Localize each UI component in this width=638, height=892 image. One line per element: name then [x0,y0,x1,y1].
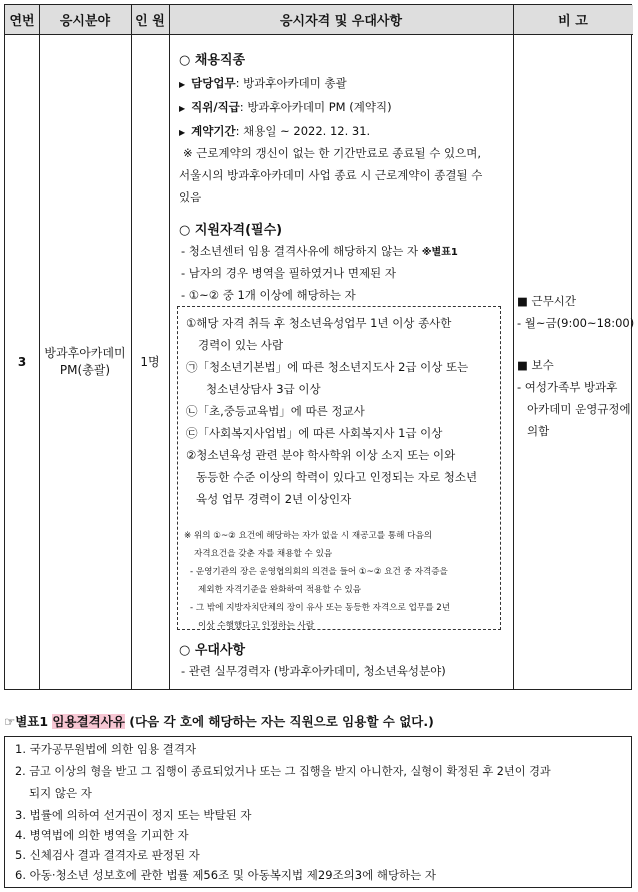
detail-note: 이상 수행했다고 인정하는 사람 [198,621,315,631]
header-number: 연번 [5,5,39,35]
detail-line: ㉢「사회복지사업법」에 따른 사회복지사 1급 이상 [186,426,443,440]
qualification-item-text: - 청소년센터 임용 결격사유에 해당하지 않는 자 [181,244,419,258]
header-field: 응시분야 [39,5,131,35]
duty-value: : 방과후아카데미 총괄 [235,76,347,90]
header-count: 인 원 [131,5,169,35]
detail-line: ②청소년육성 관련 분야 학사학위 이상 소지 또는 이와 [186,448,456,462]
row-count-value: 1명 [140,354,160,369]
list-item: 6. 아동·청소년 성보호에 관한 법률 제56조 및 아동복지법 제29조의3에 해당하는 자 [15,868,437,882]
triangle-bullet-icon: ▶ [179,80,186,89]
disqualification-list [4,736,632,888]
detail-line: ㉡「초,중등교육법」에 따른 정교사 [186,404,365,418]
period-line [179,123,370,139]
position-value: : 방과후아카데미 PM (계약직) [239,100,392,114]
recruit-title: ○ 채용직종 [179,53,246,68]
appendix-highlight: 임용결격사유 [52,714,125,729]
appendix-title [4,712,434,730]
list-item: 5. 신체검사 결과 결격자로 판정된 자 [15,848,200,862]
list-item: 2. 금고 이상의 형을 받고 그 집행이 종료되었거나 또는 그 집행을 받지 아니한자, 실형이 확정된 후 2년이 경과 [15,765,551,778]
detail-note: ※ 위의 ①~② 요건에 해당하는 자가 없을 시 재공고를 통해 다음의 [184,531,433,541]
duty-label: 담당업무 [191,76,236,90]
list-item: 4. 병역법에 의한 병역을 기피한 자 [15,828,189,842]
row-number [5,35,39,689]
qualification-item: - 남자의 경우 병역을 필하였거나 면제된 자 [181,266,396,280]
pay-line: - 여성가족부 방과후 [517,380,618,394]
preference-item: - 관련 실무경력자 (방과후아카데미, 청소년육성분야) [181,664,446,678]
position-label: 직위/직급 [191,100,240,114]
header-qualification: 응시자격 및 우대사항 [169,5,513,35]
list-item: 되지 않은 자 [29,786,92,800]
qualification-title: ○ 지원자격(필수) [179,223,283,238]
pay-line: 아카데미 운영규정에 [527,402,631,416]
qualification-item [181,243,458,259]
period-value: : 채용일 ~ 2022. 12. 31. [235,124,371,138]
qualification-detail-box [177,306,501,630]
recruit-note: 있음 [179,190,202,204]
pay-title: ■ 보수 [517,358,554,372]
duty-line [179,75,347,91]
detail-line: ①해당 자격 취득 후 청소년육성업무 1년 이상 종사한 [186,316,452,330]
list-item: 3. 법률에 의하여 선거권이 정지 또는 박탈된 자 [15,808,252,822]
triangle-bullet-icon: ▶ [179,128,186,137]
recruitment-table [4,4,635,690]
detail-note: 자격요건을 갖춘 자를 채용할 수 있음 [194,549,333,559]
triangle-bullet-icon: ▶ [179,104,186,113]
detail-line: ㉠「청소년기본법」에 따른 청소년지도사 2급 이상 또는 [186,360,469,374]
qualification-cell [169,35,513,689]
detail-line: 육성 업무 경력이 2년 이상인자 [196,492,352,506]
detail-line: 청소년상담사 3급 이상 [206,382,321,396]
recruit-note: 서울시의 방과후아카데미 사업 종료 시 근로계약이 종결될 수 [179,168,483,182]
preference-title: ○ 우대사항 [179,643,246,658]
detail-line: 동등한 수준 이상의 학력이 있다고 인정되는 자로 청소년 [196,470,478,484]
row-field-line2: PM(총괄) [59,363,111,377]
work-hours-value: - 월~금(9:00~18:00) [517,316,635,330]
row-count [131,35,169,689]
detail-note: - 운영기관의 장은 운영협의회의 의견을 들어 ①~② 요건 중 자격증을 [190,567,448,577]
row-number-value: 3 [17,354,27,369]
appendix-ref: ※별표1 [421,247,458,258]
qualification-item: - ①~② 중 1개 이상에 해당하는 자 [181,288,356,302]
detail-note: 제외한 자격기준을 완화하여 적용할 수 있음 [198,585,362,595]
detail-note: - 그 밖에 지방자치단체의 장이 유사 또는 동등한 자격으로 업무를 2년 [190,603,451,613]
list-item: 1. 국가공무원법에 의한 임용 결격자 [15,742,197,756]
work-hours-title: ■ 근무시간 [517,294,576,308]
appendix-suffix: (다음 각 호에 해당하는 자는 직원으로 임용할 수 없다.) [129,714,434,729]
remarks-cell [513,35,633,689]
period-label: 계약기간 [191,124,236,138]
row-field [39,35,131,689]
position-line [179,99,392,115]
row-field-line1: 방과후아카데미 [44,346,126,361]
pay-line: 의함 [527,424,550,438]
appendix-prefix: ☞별표1 [4,714,49,729]
recruit-note: ※ 근로계약의 갱신이 없는 한 기간만료로 종료될 수 있으며, [183,146,482,160]
header-remarks: 비 고 [513,5,633,35]
detail-line: 경력이 있는 사람 [198,338,284,352]
